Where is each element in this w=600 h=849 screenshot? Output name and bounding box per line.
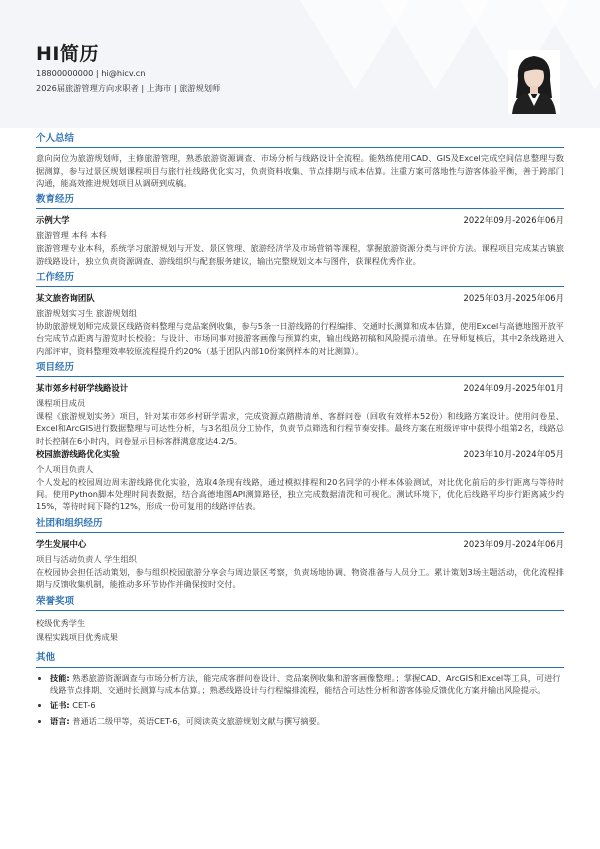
entry-subtitle: 项目与活动负责人 学生组织 <box>36 553 137 564</box>
other-item-label: 语言: <box>50 715 70 726</box>
entry-subtitle: 个人项目负责人 <box>36 463 94 474</box>
entry-org: 校园旅游线路优化实验 <box>36 448 120 459</box>
other-item-text: 熟悉旅游资源调查与市场分析方法，能完成客群问卷设计、竞品案例收集和游客画像整理。；掌握CAD、ArcGIS和Excel等工具，可进行线路节点排期、交通时长测算与成本估算。；熟悉线路设计与行程编排流程，能结合可达性分析和游客体验反馈优化方案并输出风险提示。 <box>50 672 561 695</box>
project-entry <box>36 448 564 513</box>
entry-org: 学生发展中心 <box>36 539 87 550</box>
other-item-text: CET-6 <box>72 700 96 711</box>
activity-entry <box>36 538 564 591</box>
section-title-education: 教育经历 <box>36 193 564 209</box>
entry-description: 课程《旅游规划实务》项目，针对某市郊乡村研学需求，完成资源点踏勘清单、客群问卷（回收有效样本52份）和线路方案设计。使用问卷星、Excel和ArcGIS进行数据整理与可达性分析，与3名组员分工协作，负责节点筛选和行程节奏安排。最终方案在班级评审中获得小组第2名，线路总时长控制在6小时内，问卷显示目标客群满意度达4.2/5。 <box>36 411 564 446</box>
entry-org: 示例大学 <box>36 215 70 226</box>
entry-description: 协助旅游规划师完成景区线路资料整理与竞品案例收集，参与5条一日游线路的行程编排、交通时长测算和成本估算，使用Excel与高德地图开放平台完成节点距离与游览时长校验；与设计、市场同事对接游客画像与预算约束，输出线路初稿和风险提示清单。在导师复核后，其中2条线路进入内部评审，资料整理效率较原流程提升约20%（基于团队内部10份案例样本的对比测算）。 <box>36 321 564 356</box>
entry-date: 2024年09月-2025年01月 <box>463 383 564 394</box>
entry-date: 2023年09月-2024年06月 <box>463 539 564 550</box>
section-title-activities: 社团和组织经历 <box>36 517 564 533</box>
other-item-skills <box>50 672 564 697</box>
section-title-summary: 个人总结 <box>36 132 564 148</box>
work-entry <box>36 292 564 357</box>
entry-description: 旅游管理专业本科，系统学习旅游规划与开发、景区管理、旅游经济学及市场营销等课程，掌握旅游资源分类与评价方法。课程项目完成某古镇旅游线路设计，独立负责资源调查、游线组织与配套服务建议，输出完整规划文本与图件，获课程优秀作业。 <box>36 243 564 266</box>
entry-org: 某市郊乡村研学线路设计 <box>36 383 129 394</box>
entry-subtitle: 旅游规划实习生 旅游规划组 <box>36 307 137 318</box>
entry-description: 个人发起的校园周边周末游线路优化实验，选取4条现有线路，通过模拟排程和20名同学的小样本体验测试，对比优化前后的步行距离与等待时间。使用Python脚本处理时间表数据，结合高德地图API测算路径，独立完成数据清洗和可视化。测试环境下，优化后线路平均步行距离减少约15%，等待时间下降约12%，形成一份可复用的线路评估表。 <box>36 476 564 512</box>
other-item-text: 普通话二级甲等，英语CET-6，可阅读英文旅游规划文献与撰写摘要。 <box>72 715 325 726</box>
contact-line: 18800000000 | hi@hicv.cn <box>36 68 146 78</box>
entry-description: 在校园协会担任活动策划，参与组织校园旅游分享会与周边景区考察，负责场地协调、物资准备与人员分工。累计策划3场主题活动，优化流程排期与反馈收集机制，能推动多环节协作并确保按时交付。 <box>36 566 564 590</box>
entry-date: 2023年10月-2024年05月 <box>463 448 564 459</box>
avatar <box>508 50 560 114</box>
section-title-other: 其他 <box>36 651 564 667</box>
other-item-label: 证书: <box>50 700 70 711</box>
job-intent-line: 2026届旅游管理方向求职者 | 上海市 | 旅游规划师 <box>36 83 221 93</box>
entry-date: 2022年09月-2026年06月 <box>463 215 564 226</box>
section-title-honors: 荣誉奖项 <box>36 595 564 611</box>
education-entry <box>36 214 564 267</box>
other-item-label: 技能: <box>50 672 70 683</box>
resume-name: HI简历 <box>36 43 99 65</box>
entry-date: 2025年03月-2025年06月 <box>463 293 564 304</box>
entry-subtitle: 课程项目成员 <box>36 397 86 408</box>
section-title-projects: 项目经历 <box>36 361 564 377</box>
honor-item: 课程实践项目优秀成果 <box>36 632 118 643</box>
section-title-work: 工作经历 <box>36 271 564 287</box>
project-entry <box>36 382 564 447</box>
other-item-certificates <box>50 699 564 711</box>
entry-org: 某文旅咨询团队 <box>36 293 95 304</box>
other-list <box>36 672 564 727</box>
other-item-languages <box>50 715 564 727</box>
resume-body <box>36 128 564 730</box>
resume-header <box>0 0 600 128</box>
avatar-photo-icon <box>508 50 560 114</box>
honor-item: 校级优秀学生 <box>36 617 86 628</box>
summary-text: 意向岗位为旅游规划师，主修旅游管理，熟悉旅游资源调查、市场分析与线路设计全流程。能熟练使用CAD、GIS及Excel完成空间信息整理与数据测算，参与过景区规划课程项目与旅行社线路优化实习，负责资料收集、节点排期与成本估算。注重方案可落地性与游客体验平衡，善于跨部门沟通，能高效推进规划项目从调研到成稿。 <box>36 153 564 188</box>
entry-subtitle: 旅游管理 本科 本科 <box>36 230 107 240</box>
